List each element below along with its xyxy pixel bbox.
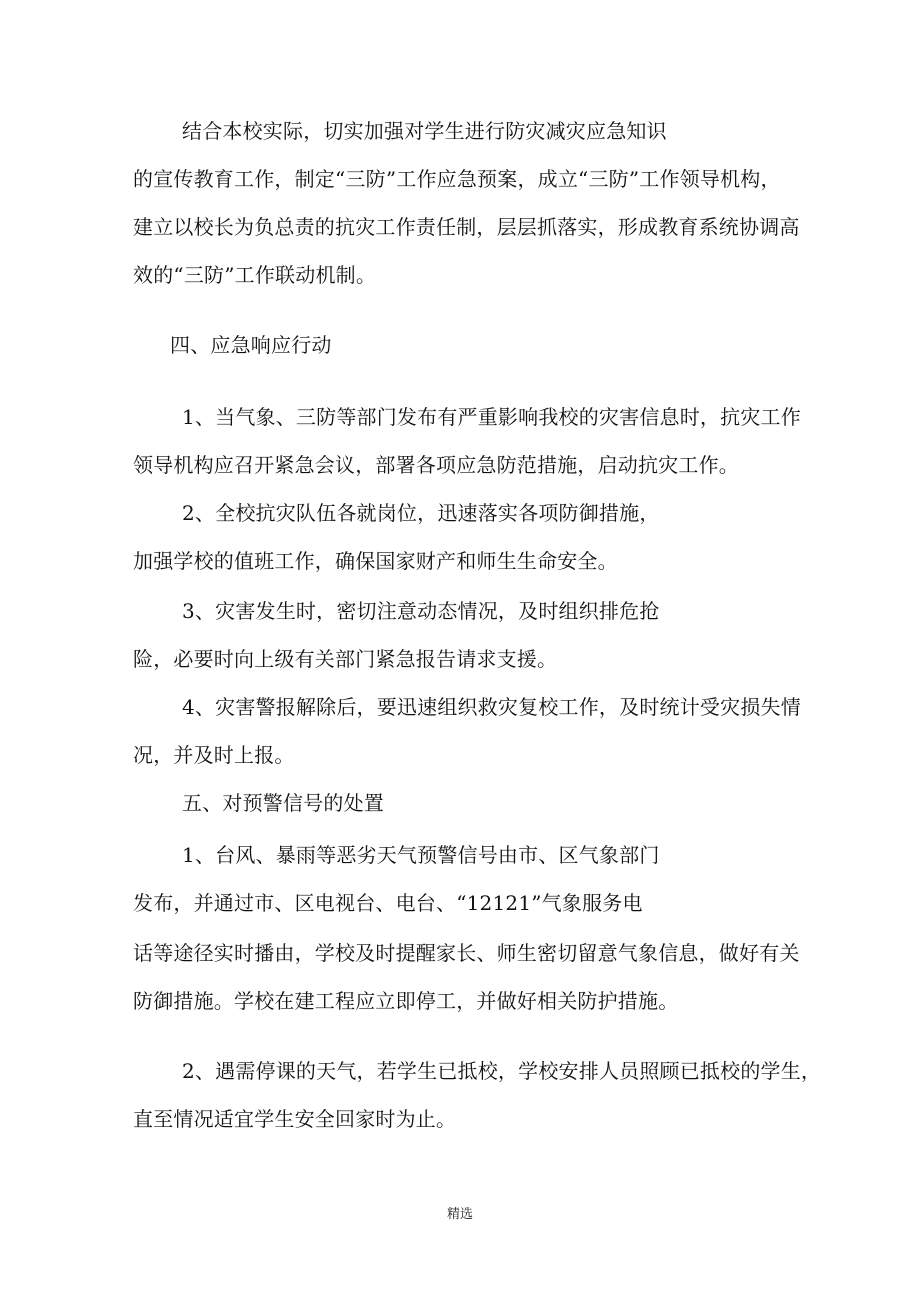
section-heading: 五、对预警信号的处置	[182, 791, 384, 815]
paragraph-line: 防御措施。学校在建工程应立即停工，并做好相关防护措施。	[133, 989, 679, 1013]
paragraph-line: 2、遇需停课的天气，若学生已抵校，学校安排人员照顾已抵校的学生，	[182, 1059, 822, 1083]
section-heading: 四、应急响应行动	[170, 333, 332, 357]
paragraph-line: 的宣传教育工作，制定“三防”工作应急预案，成立“三防”工作领导机构，	[133, 167, 781, 191]
paragraph-line: 发布，并通过市、区电视台、电台、“12121”气象服务电	[133, 891, 643, 915]
paragraph-line: 2、全校抗灾队伍各就岗位，迅速落实各项防御措施，	[182, 501, 660, 525]
paragraph-line: 1、当气象、三防等部门发布有严重影响我校的灾害信息时，抗灾工作	[182, 405, 801, 429]
paragraph-line: 建立以校长为负总责的抗灾工作责任制，层层抓落实，形成教育系统协调高	[133, 215, 800, 239]
paragraph-line: 结合本校实际，切实加强对学生进行防灾减灾应急知识	[182, 119, 667, 143]
paragraph-line: 1、台风、暴雨等恶劣天气预警信号由市、区气象部门	[182, 843, 660, 867]
paragraph-line: 领导机构应召开紧急会议，部署各项应急防范措施，启动抗灾工作。	[133, 453, 739, 477]
paragraph-line: 况，并及时上报。	[133, 743, 295, 767]
paragraph-line: 4、灾害警报解除后，要迅速组织救灾复校工作，及时统计受灾损失情	[182, 695, 801, 719]
paragraph-line: 加强学校的值班工作，确保国家财产和师生生命安全。	[133, 549, 618, 573]
page-footer: 精选	[446, 1207, 473, 1222]
paragraph-line: 险，必要时向上级有关部门紧急报告请求支援。	[133, 647, 558, 671]
paragraph-line: 效的“三防”工作联动机制。	[133, 263, 377, 287]
paragraph-line: 3、灾害发生时，密切注意动态情况，及时组织排危抢	[182, 599, 660, 623]
paragraph-line: 直至情况适宜学生安全回家时为止。	[133, 1107, 457, 1131]
paragraph-line: 话等途径实时播由，学校及时提醒家长、师生密切留意气象信息，做好有关	[133, 941, 800, 965]
